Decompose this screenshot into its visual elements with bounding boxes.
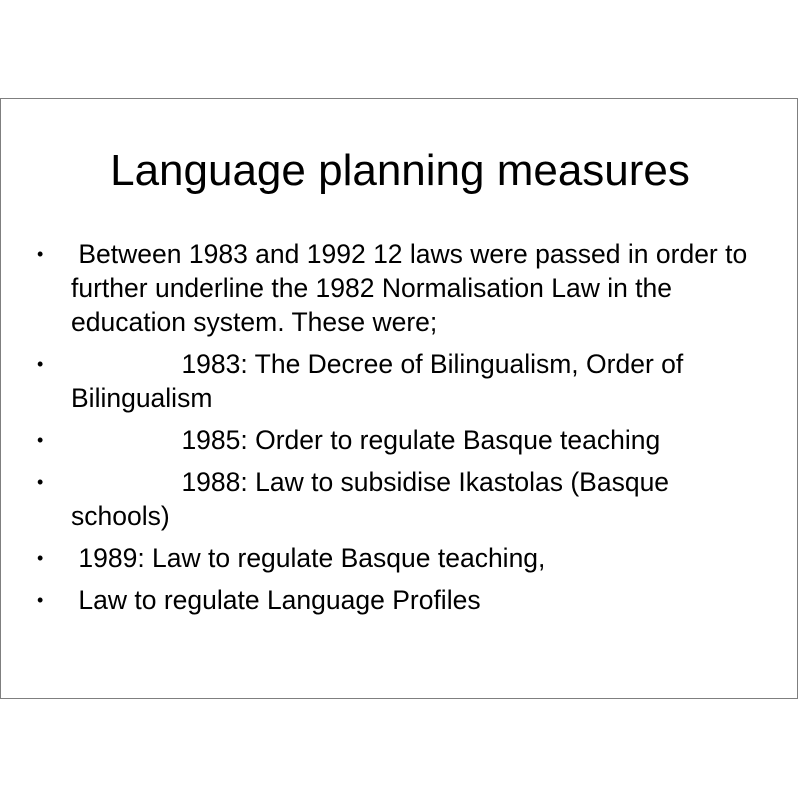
bullet-marker: • [37,590,44,610]
bullet-item [1,237,799,339]
slide-title: Language planning measures [110,146,690,195]
bullet-text: 1989: Law to regulate Basque teaching, [71,543,546,573]
bullet-item [1,583,799,617]
bullet-list [1,237,799,625]
bullet-item [1,541,799,575]
bullet-text: Law to regulate Language Profiles [71,585,481,615]
slide [0,98,798,699]
bullet-text: 1985: Order to regulate Basque teaching [71,425,661,455]
bullet-text: Between 1983 and 1992 12 laws were passed in order to further underline the 1982 Normalisation Law in the education system. These were; [71,239,755,337]
bullet-item [1,347,799,415]
bullet-item [1,465,799,533]
bullet-text: 1983: The Decree of Bilingualism, Order of Bilingualism [71,349,691,413]
bullet-marker: • [37,430,44,450]
bullet-text: 1988: Law to subsidise Ikastolas (Basque schools) [71,467,677,531]
bullet-marker: • [37,472,44,492]
bullet-marker: • [37,354,44,374]
bullet-marker: • [37,244,44,264]
bullet-marker: • [37,548,44,568]
bullet-item [1,423,799,457]
